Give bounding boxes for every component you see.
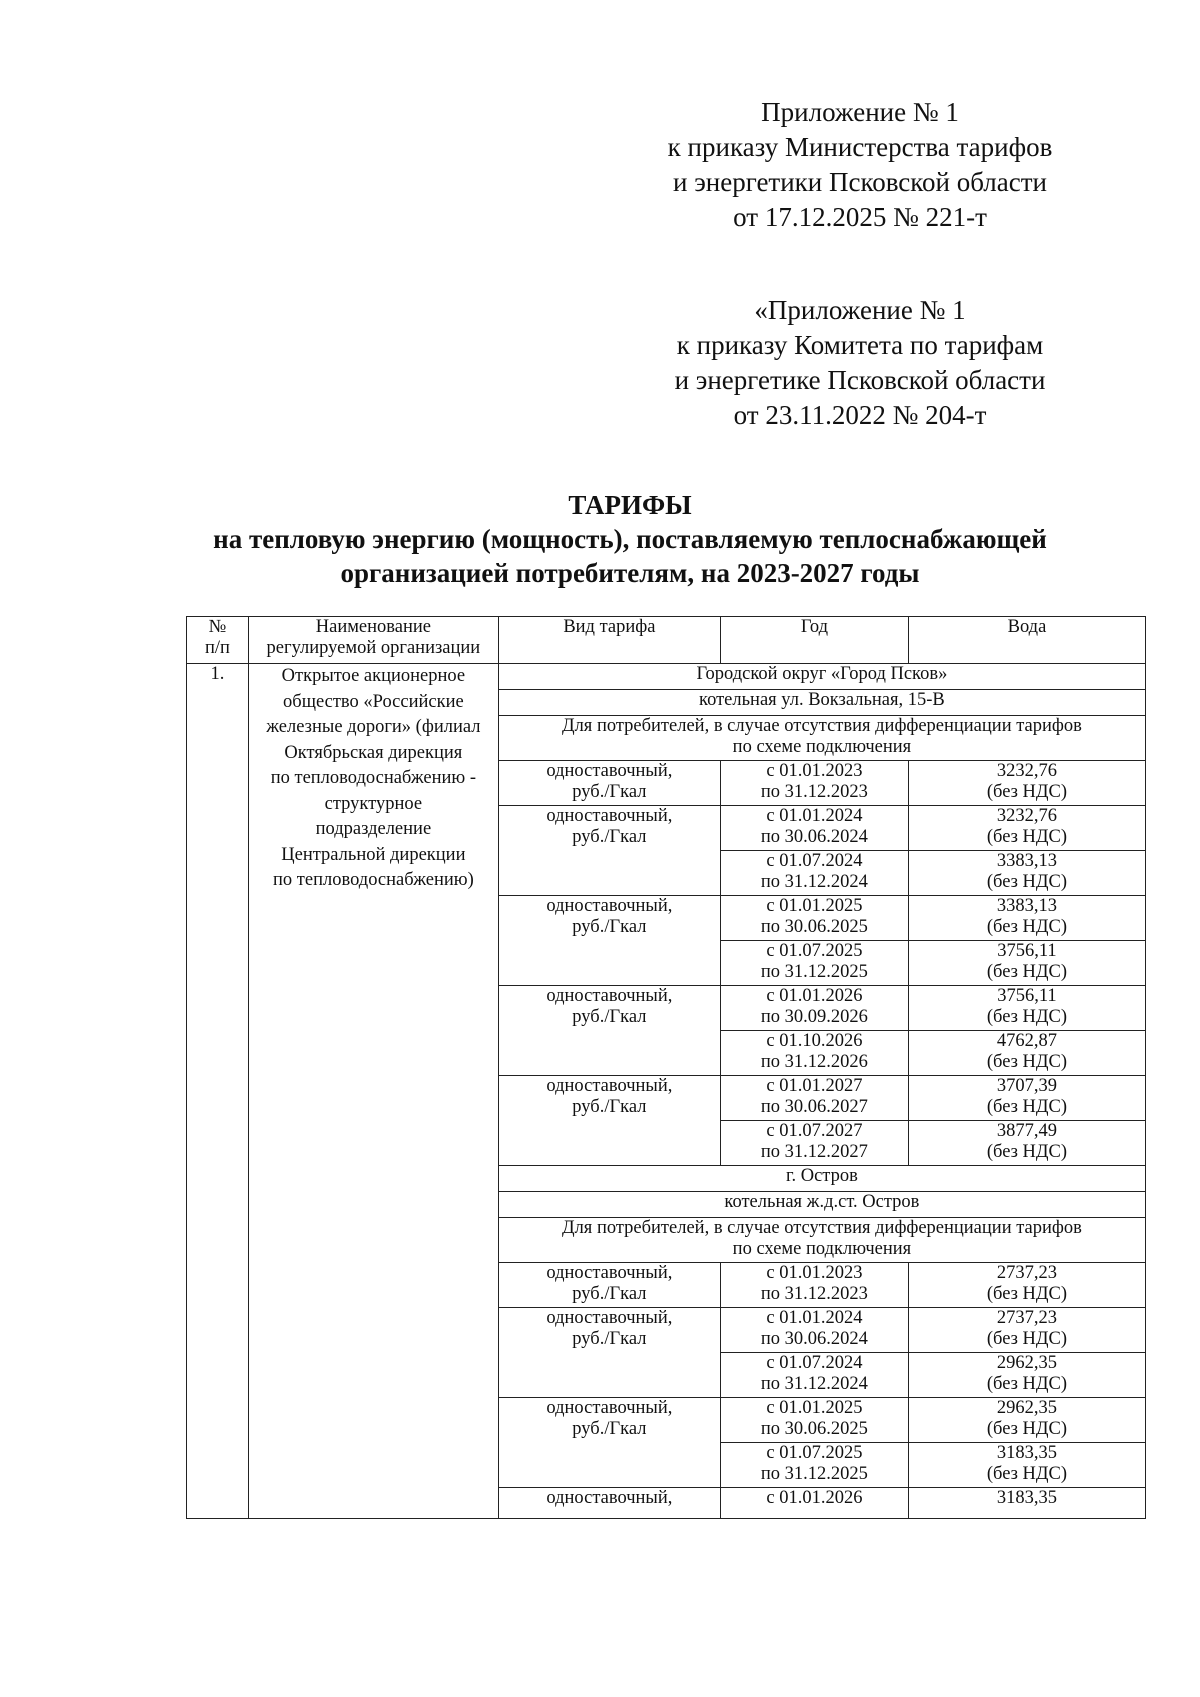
- tariff-type: [498, 1398, 720, 1488]
- consumers-note: [498, 716, 1145, 761]
- tariff-value: [908, 1121, 1145, 1166]
- period-to: по 31.12.2026: [760, 1052, 868, 1072]
- tariff-type-line: одноставочный,: [546, 1076, 673, 1096]
- period-to: по 31.12.2027: [760, 1142, 868, 1162]
- annex-previous-order: [620, 293, 1100, 433]
- period-from: с 01.01.2024: [766, 1308, 863, 1328]
- period-to: по 31.12.2023: [760, 1284, 868, 1304]
- consumers-note-line: по схеме подключения: [732, 1239, 912, 1259]
- period-dates: [720, 806, 908, 851]
- organization-name-line: подразделение: [315, 819, 432, 839]
- territory-row: [187, 664, 1146, 690]
- vat-note: (без НДС): [986, 1052, 1068, 1072]
- tariff-type-line: одноставочный,: [546, 1398, 673, 1418]
- annex-current-order: [620, 95, 1100, 235]
- consumers-note-line: Для потребителей, в случае отсутствия дифференциации тарифов: [561, 716, 1082, 736]
- tariff-type-line: руб./Гкал: [572, 827, 647, 847]
- tariff-value-number: 2962,35: [996, 1353, 1058, 1373]
- period-from: с 01.01.2026: [766, 986, 863, 1006]
- tariff-value: [908, 1031, 1145, 1076]
- organization-name-line: Октябрьская дирекция: [284, 742, 463, 763]
- period-to: по 31.12.2024: [760, 1374, 868, 1394]
- period-to: по 31.12.2025: [760, 1464, 868, 1484]
- annex-previous-line-3: и энергетике Псковской области: [674, 365, 1046, 395]
- period-dates: [720, 851, 908, 896]
- header-water: Вода: [908, 617, 1145, 664]
- tariff-value-number: 3232,76: [996, 806, 1058, 826]
- annex-current-line-2: к приказу Министерства тарифов: [667, 132, 1053, 162]
- period-from: с 01.10.2026: [766, 1031, 863, 1051]
- period-from: с 01.01.2024: [766, 806, 863, 826]
- period-from: с 01.01.2026: [720, 1488, 908, 1519]
- territory-name: г. Остров: [498, 1166, 1145, 1192]
- tariff-value: [908, 941, 1145, 986]
- vat-note: (без НДС): [986, 1464, 1068, 1484]
- tariff-value-number: 3383,13: [996, 896, 1058, 916]
- annex-previous-line-2: к приказу Комитета по тарифам: [676, 330, 1044, 360]
- tariff-value-number: 3707,39: [996, 1076, 1058, 1096]
- period-from: с 01.07.2024: [766, 1353, 863, 1373]
- boiler-name: котельная ул. Вокзальная, 15-В: [498, 690, 1145, 716]
- vat-note: (без НДС): [986, 1329, 1068, 1349]
- period-dates: [720, 941, 908, 986]
- period-dates: [720, 1398, 908, 1443]
- header-tariff-type: Вид тарифа: [498, 617, 720, 664]
- annex-current-line-4: от 17.12.2025 № 221-т: [733, 202, 987, 232]
- period-to: по 30.06.2024: [760, 827, 868, 847]
- tariff-value: [908, 851, 1145, 896]
- period-from: с 01.07.2025: [766, 941, 863, 961]
- tariff-type-line: одноставочный,: [546, 1308, 673, 1328]
- tariff-value: [908, 806, 1145, 851]
- tariffs-table-body: [187, 617, 1146, 1519]
- tariff-value-number: 3756,11: [997, 941, 1057, 961]
- vat-note: (без НДС): [986, 1419, 1068, 1439]
- tariff-type: [498, 986, 720, 1076]
- organization-name-line: Центральной дирекции: [281, 844, 466, 865]
- period-to: по 30.06.2024: [760, 1329, 868, 1349]
- vat-note: (без НДС): [986, 782, 1068, 802]
- tariff-value: [908, 1308, 1145, 1353]
- organization-name: [248, 664, 498, 1519]
- organization-name-line: Открытое акционерное: [281, 666, 466, 686]
- tariff-value-number: 3183,35: [908, 1488, 1145, 1519]
- tariff-type-line: руб./Гкал: [572, 917, 647, 937]
- period-to: по 31.12.2025: [760, 962, 868, 982]
- tariff-value-number: 3756,11: [997, 986, 1057, 1006]
- vat-note: (без НДС): [986, 1284, 1068, 1304]
- tariff-value: [908, 896, 1145, 941]
- tariff-value: [908, 1076, 1145, 1121]
- tariff-type-line: одноставочный,: [546, 806, 673, 826]
- boiler-name: котельная ж.д.ст. Остров: [498, 1192, 1145, 1218]
- consumers-note-line: Для потребителей, в случае отсутствия дифференциации тарифов: [561, 1218, 1082, 1238]
- tariff-value-number: 4762,87: [996, 1031, 1058, 1051]
- tariff-type-line: одноставочный,: [546, 1263, 673, 1283]
- vat-note: (без НДС): [986, 962, 1068, 982]
- tariff-type: [498, 1308, 720, 1398]
- tariff-value-number: 3183,35: [996, 1443, 1058, 1463]
- document-title: [150, 488, 1110, 590]
- period-dates: [720, 986, 908, 1031]
- period-to: по 30.09.2026: [760, 1007, 868, 1027]
- tariff-value: [908, 1353, 1145, 1398]
- title-line-3: организацией потребителям, на 2023-2027 годы: [340, 558, 920, 588]
- tariffs-table: [186, 616, 1146, 1519]
- tariff-type-line: руб./Гкал: [572, 782, 647, 802]
- vat-note: (без НДС): [986, 1374, 1068, 1394]
- period-from: с 01.07.2027: [766, 1121, 863, 1141]
- tariff-type-line: одноставочный,: [546, 761, 673, 781]
- period-to: по 30.06.2025: [760, 917, 868, 937]
- consumers-note: [498, 1218, 1145, 1263]
- header-organization: Наименование регулируемой организации: [248, 617, 498, 664]
- row-number: 1.: [187, 664, 249, 1519]
- tariff-type-line: руб./Гкал: [572, 1284, 647, 1304]
- title-line-2: на тепловую энергию (мощность), поставляемую теплоснабжающей: [213, 524, 1047, 554]
- tariff-value-number: 3232,76: [996, 761, 1058, 781]
- tariff-type-line: одноставочный,: [546, 896, 673, 916]
- tariff-value-number: 2737,23: [996, 1263, 1058, 1283]
- organization-name-line: железные дороги» (филиал: [266, 717, 481, 737]
- tariff-type-line: руб./Гкал: [572, 1097, 647, 1117]
- period-dates: [720, 1353, 908, 1398]
- tariff-type-line: руб./Гкал: [572, 1329, 647, 1349]
- period-from: с 01.01.2025: [766, 896, 863, 916]
- tariff-value: [908, 1398, 1145, 1443]
- period-dates: [720, 896, 908, 941]
- tariff-value: [908, 1443, 1145, 1488]
- tariff-type-line: одноставочный,: [546, 986, 673, 1006]
- tariff-type: одноставочный,: [498, 1488, 720, 1519]
- organization-name-line: по тепловодоснабжению -: [270, 768, 477, 788]
- vat-note: (без НДС): [986, 827, 1068, 847]
- annex-current-line-1: Приложение № 1: [761, 97, 959, 127]
- annex-previous-line-4: от 23.11.2022 № 204-т: [733, 400, 987, 430]
- organization-name-line: структурное: [324, 793, 423, 814]
- vat-note: (без НДС): [986, 1142, 1068, 1162]
- organization-name-line: по тепловодоснабжению): [273, 870, 474, 890]
- period-to: по 30.06.2025: [760, 1419, 868, 1439]
- tariff-value-number: 2737,23: [996, 1308, 1058, 1328]
- period-from: с 01.01.2023: [766, 1263, 863, 1283]
- tariff-type-line: руб./Гкал: [572, 1419, 647, 1439]
- period-dates: [720, 1121, 908, 1166]
- period-from: с 01.01.2023: [766, 761, 863, 781]
- tariff-value: [908, 761, 1145, 806]
- period-from: с 01.01.2027: [766, 1076, 863, 1096]
- period-from: с 01.07.2025: [766, 1443, 863, 1463]
- vat-note: (без НДС): [986, 917, 1068, 937]
- period-dates: [720, 1076, 908, 1121]
- tariff-value: [908, 1263, 1145, 1308]
- annex-previous-line-1: «Приложение № 1: [754, 295, 966, 325]
- title-line-1: ТАРИФЫ: [568, 490, 692, 520]
- period-to: по 31.12.2024: [760, 872, 868, 892]
- tariff-type: [498, 806, 720, 896]
- vat-note: (без НДС): [986, 1007, 1068, 1027]
- tariff-type: [498, 1263, 720, 1308]
- tariff-type: [498, 1076, 720, 1166]
- vat-note: (без НДС): [986, 1097, 1068, 1117]
- vat-note: (без НДС): [986, 872, 1068, 892]
- header-year: Год: [720, 617, 908, 664]
- period-dates: [720, 1263, 908, 1308]
- tariff-value-number: 3383,13: [996, 851, 1058, 871]
- tariff-type: [498, 896, 720, 986]
- tariff-type: [498, 761, 720, 806]
- period-dates: [720, 1031, 908, 1076]
- annex-current-line-3: и энергетики Псковской области: [673, 167, 1047, 197]
- period-to: по 30.06.2027: [760, 1097, 868, 1117]
- period-dates: [720, 1308, 908, 1353]
- table-header-row: [187, 617, 1146, 664]
- tariff-value: [908, 986, 1145, 1031]
- period-dates: [720, 1443, 908, 1488]
- header-number: № п/п: [187, 617, 249, 664]
- organization-name-line: общество «Российские: [283, 691, 464, 712]
- period-from: с 01.07.2024: [766, 851, 863, 871]
- period-dates: [720, 761, 908, 806]
- consumers-note-line: по схеме подключения: [732, 737, 912, 757]
- tariff-type-line: руб./Гкал: [572, 1007, 647, 1027]
- territory-name: Городской округ «Город Псков»: [498, 664, 1145, 690]
- tariff-value-number: 3877,49: [996, 1121, 1058, 1141]
- period-to: по 31.12.2023: [760, 782, 868, 802]
- tariff-value-number: 2962,35: [996, 1398, 1058, 1418]
- period-from: с 01.01.2025: [766, 1398, 863, 1418]
